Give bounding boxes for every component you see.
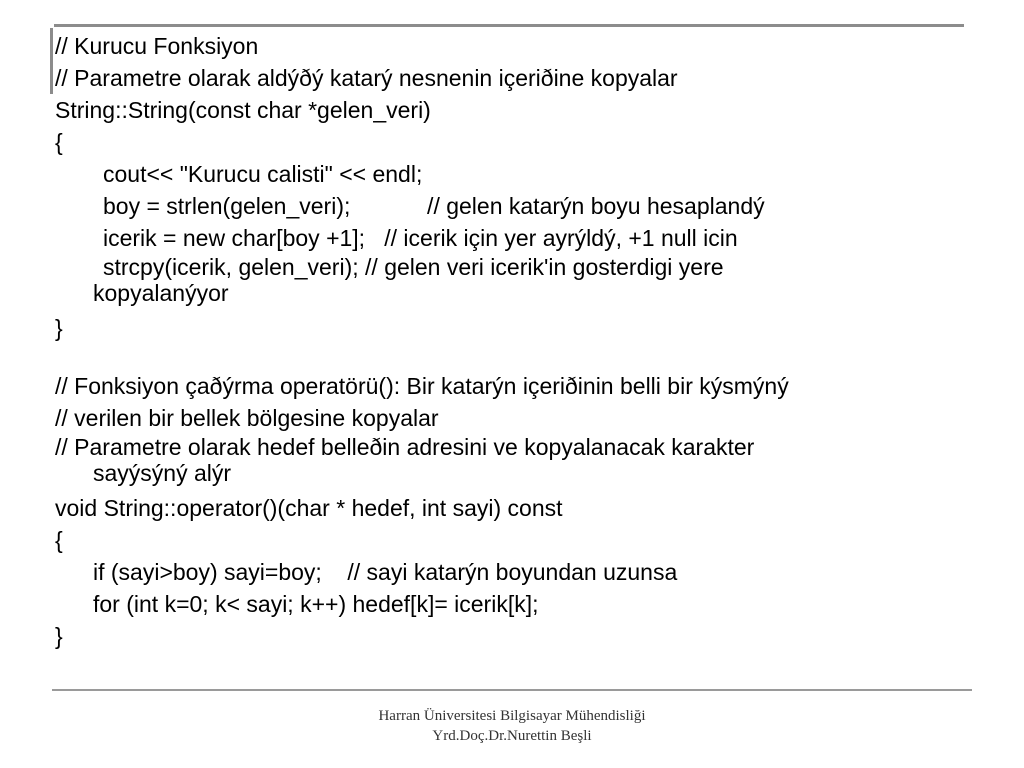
code-line: icerik = new char[boy +1]; // icerik için yer ayrýldý, +1 null icin <box>103 225 738 251</box>
code-line: { <box>55 129 63 155</box>
code-line: boy = strlen(gelen_veri); // gelen katarýn boyu hesaplandý <box>103 193 765 219</box>
code-line: // verilen bir bellek bölgesine kopyalar <box>55 405 439 431</box>
code-line: // Fonksiyon çaðýrma operatörü(): Bir katarýn içeriðinin belli bir kýsmýný <box>55 373 789 399</box>
code-line-continuation: kopyalanýyor <box>93 280 229 306</box>
code-line: strcpy(icerik, gelen_veri); // gelen veri icerik'in gosterdigi yere <box>103 254 724 280</box>
footer-institution: Harran Üniversitesi Bilgisayar Mühendisliği <box>378 708 646 724</box>
code-line: cout<< "Kurucu calisti" << endl; <box>103 161 423 187</box>
code-line-continuation: sayýsýný alýr <box>93 460 232 486</box>
slide-code-block <box>55 30 965 652</box>
footer-divider <box>52 689 972 691</box>
code-line: // Parametre olarak aldýðý katarý nesnenin içeriðine kopyalar <box>55 65 678 91</box>
code-line: // Kurucu Fonksiyon <box>55 33 259 59</box>
code-line: for (int k=0; k< sayi; k++) hedef[k]= icerik[k]; <box>93 591 539 617</box>
left-accent-bar <box>50 28 53 94</box>
code-line: void String::operator()(char * hedef, int sayi) const <box>55 495 563 521</box>
code-line: { <box>55 527 63 553</box>
code-line: String::String(const char *gelen_veri) <box>55 97 431 123</box>
blank-line <box>55 344 965 370</box>
footer-author: Yrd.Doç.Dr.Nurettin Beşli <box>432 728 592 744</box>
code-line: if (sayi>boy) sayi=boy; // sayi katarýn boyundan uzunsa <box>93 559 678 585</box>
code-line: // Parametre olarak hedef belleðin adresini ve kopyalanacak karakter <box>55 434 755 460</box>
code-line: } <box>55 623 63 649</box>
top-divider <box>54 24 964 27</box>
code-line: } <box>55 315 63 341</box>
slide-footer <box>0 706 1024 746</box>
